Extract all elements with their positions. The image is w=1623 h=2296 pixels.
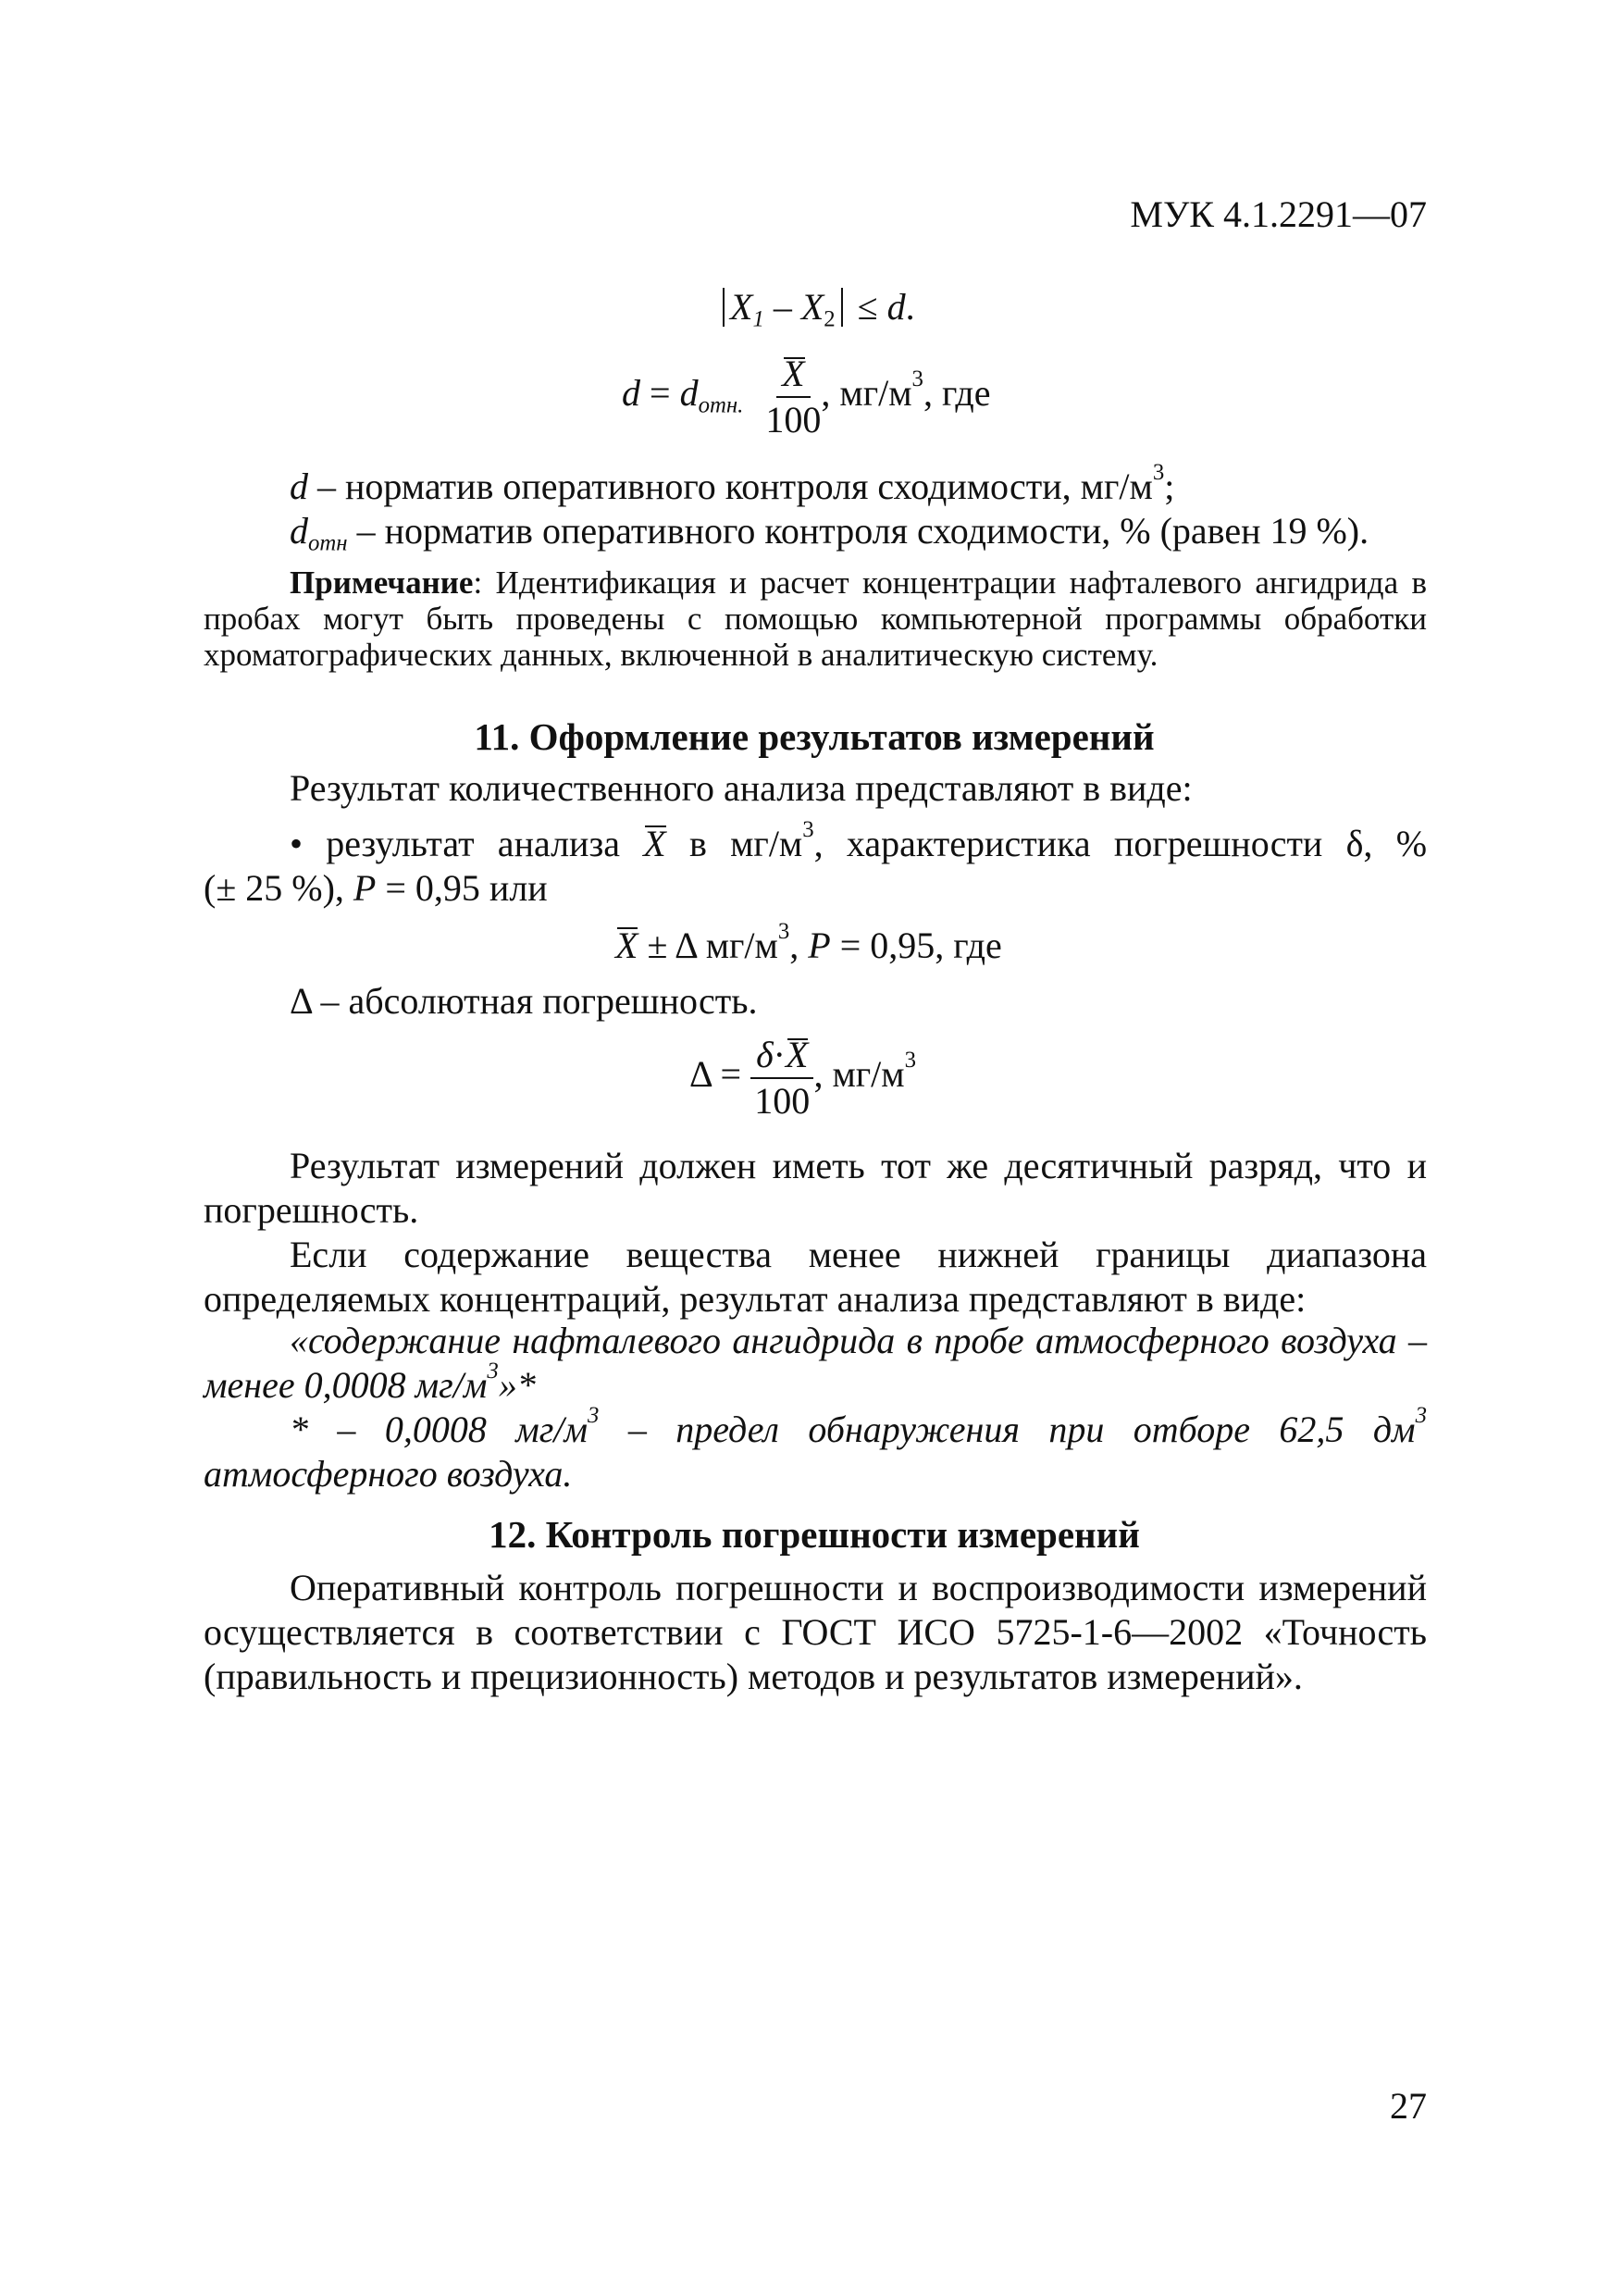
- fraction-delta: $\frac{\delta\cdot X}{100}$: [750, 1035, 813, 1122]
- definition-d: d – норматив оперативного контроля сходимости, $мг/м^3$;: [290, 459, 1175, 507]
- section-12-title: 12. Контроль погрешности измерений: [489, 1513, 1140, 1556]
- note-paragraph: Примечание: Идентификация и расчет концентрации нафталевого ангидрида в пробах могут быть проведены с помощью компьютерной программы обработки хроматографических данных, включенной в аналитическую систему.: [204, 565, 1427, 673]
- paragraph-result-format: «содержание нафталевого ангидрида в пробе атмосферного воздуха – менее 0,0008 $мг/м^3»*$: [204, 1320, 1427, 1406]
- note-label: Примечание: [290, 565, 474, 601]
- bullet-result-cont: (± 25 %), P = 0,95 или: [204, 867, 548, 909]
- formula-convergence: $X_1 - X_2 \le d$.: [717, 285, 915, 329]
- footnote-detection-limit: * – 0,0008 $мг/м^3$ – предел обнаружения при отборе 62,5 $дм^3$ атмосферного воздуха.: [204, 1402, 1427, 1495]
- definition-d-otn: $d_{отн}$ – норматив оперативного контроля сходимости, % (равен 19 %).: [290, 510, 1369, 556]
- fraction-x-over-100: $\frac{X}{100}$: [765, 353, 822, 441]
- formula-result: X ± Δ $мг/м^3$, P = 0,95, где: [615, 918, 1002, 966]
- section-11-title: 11. Оформление результатов измерений: [474, 715, 1155, 758]
- formula-d: $d = d_{отн.}$ $\frac{X}{100}$ , $мг/м^3$, где: [622, 353, 991, 441]
- paragraph-lower-limit: Если содержание вещества менее нижней границы диапазона определяемых концентраций, результат анализа представляют в виде:: [204, 1234, 1427, 1320]
- delta-definition: Δ – абсолютная погрешность.: [290, 980, 758, 1022]
- bullet-result: • результат анализа X в $мг/м^3$, характеристика погрешности δ, %: [290, 816, 1428, 864]
- paragraph-error-control: Оперативный контроль погрешности и воспроизводимости измерений осуществляется в соответствии с ГОСТ ИСО 5725-1-6—2002 «Точность (правильность и прецизионность) методов и результатов измерений».: [204, 1567, 1427, 1697]
- paragraph-decimal: Результат измерений должен иметь тот же десятичный разряд, что и погрешность.: [204, 1145, 1427, 1231]
- section-11-intro: Результат количественного анализа представляют в виде:: [290, 767, 1193, 809]
- formula-delta: Δ = $\frac{\delta\cdot X}{100}$ , $мг/м^3$: [689, 1034, 916, 1122]
- page-number: 27: [1390, 2085, 1427, 2127]
- document-code: МУК 4.1.2291—07: [1130, 193, 1427, 235]
